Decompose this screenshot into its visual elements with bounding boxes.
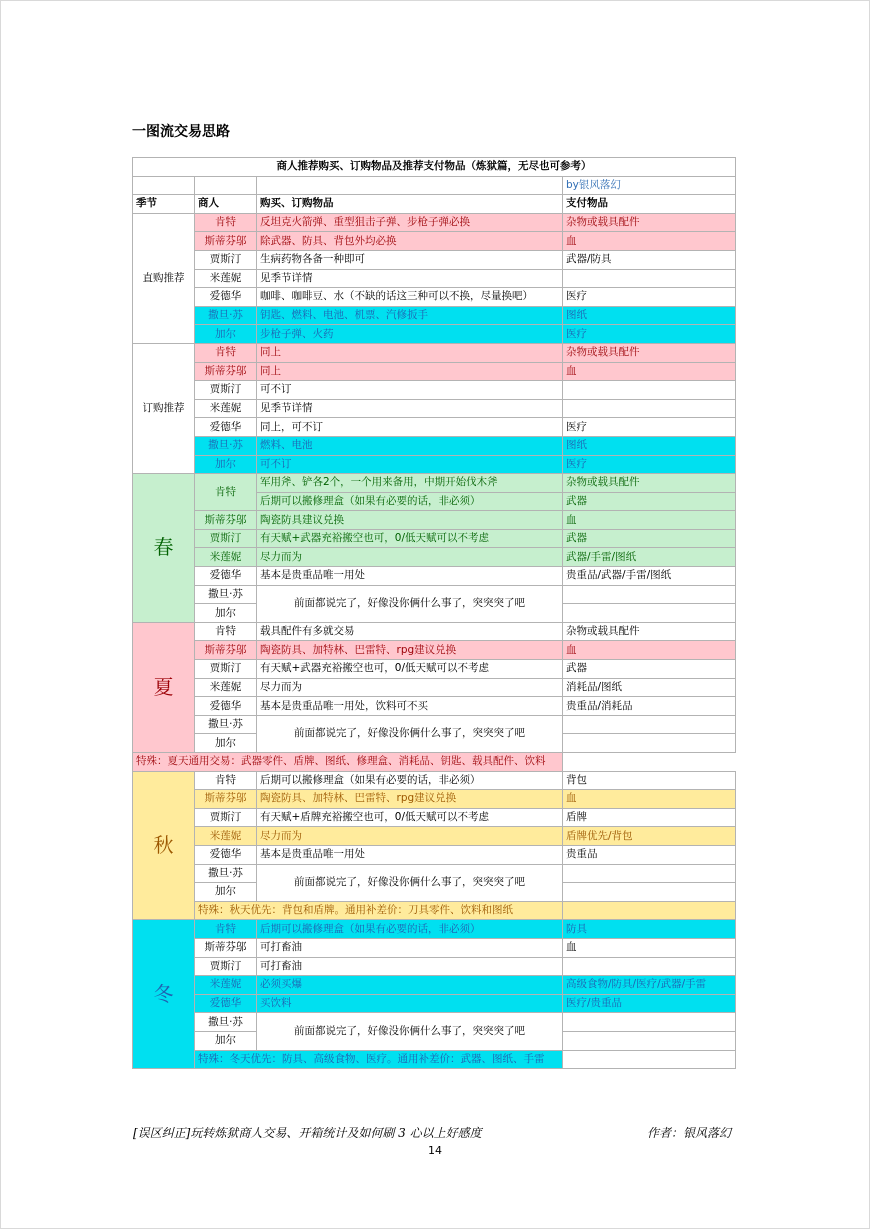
pay-cell: 杂物或载具配件: [563, 213, 736, 232]
merchant-cell: 斯蒂芬邬: [195, 362, 257, 381]
pay-cell: [563, 269, 736, 288]
pay-cell: [563, 399, 736, 418]
page-number: 14: [428, 1144, 442, 1157]
table-row: [133, 771, 736, 790]
buy-cell: 可打畜油: [257, 957, 563, 976]
merchant-cell: 加尔: [195, 1031, 257, 1050]
pay-cell: 医疗: [563, 455, 736, 474]
buy-cell: 尽力而为: [257, 548, 563, 567]
pay-cell: 血: [563, 511, 736, 530]
table-row: [133, 381, 736, 400]
table-row: [133, 362, 736, 381]
table-row: [133, 567, 736, 586]
table-byline: by银风落幻: [563, 176, 736, 195]
merchant-cell: 加尔: [195, 883, 257, 902]
season-cell: 订购推荐: [133, 343, 195, 473]
pay-cell: 武器: [563, 492, 736, 511]
buy-cell: 可打畜油: [257, 938, 563, 957]
merchant-cell: 加尔: [195, 325, 257, 344]
pay-cell: 贵重品/消耗品: [563, 697, 736, 716]
table-row: [133, 548, 736, 567]
merchant-cell: 爱德华: [195, 697, 257, 716]
table-row: [133, 938, 736, 957]
pay-cell: 血: [563, 938, 736, 957]
merchant-cell: 肯特: [195, 622, 257, 641]
pay-cell: 高级食物/防具/医疗/武器/手雷: [563, 976, 736, 995]
buy-cell: 见季节详情: [257, 269, 563, 288]
table-title: 商人推荐购买、订购物品及推荐支付物品（炼狱篇，无尽也可参考）: [133, 158, 736, 177]
merchant-cell: 肯特: [195, 920, 257, 939]
table-row: [133, 213, 736, 232]
merchant-cell: 米莲妮: [195, 827, 257, 846]
pay-cell: [563, 957, 736, 976]
merged-note-cell: 前面都说完了，好像没你俩什么事了，突突突了吧: [257, 585, 563, 622]
table-row: [133, 288, 736, 307]
merchant-cell: 贾斯汀: [195, 250, 257, 269]
buy-cell: 生病药物各备一种即可: [257, 250, 563, 269]
pay-cell: 贵重品/武器/手雷/图纸: [563, 567, 736, 586]
merchant-cell: 斯蒂芬邬: [195, 790, 257, 809]
table-row: [133, 994, 736, 1013]
buy-cell: 基本是贵重品唯一用处: [257, 845, 563, 864]
buy-cell: 见季节详情: [257, 399, 563, 418]
season-cell: 春: [133, 474, 195, 623]
table-row: [133, 641, 736, 660]
header-pay: 支付物品: [563, 195, 736, 214]
table-row: [133, 269, 736, 288]
merchant-cell: 米莲妮: [195, 678, 257, 697]
table-row: [133, 436, 736, 455]
pay-cell: 武器/手雷/图纸: [563, 548, 736, 567]
special-row: [133, 1050, 736, 1069]
merchant-cell: 贾斯汀: [195, 381, 257, 400]
table-row: [133, 697, 736, 716]
title-row: [133, 158, 736, 177]
merchant-cell: 撒旦·苏: [195, 306, 257, 325]
buy-cell: 钥匙、燃料、电池、机票、汽修扳手: [257, 306, 563, 325]
buy-cell: 陶瓷防具、加特林、巴雷特、rpg建议兑换: [257, 641, 563, 660]
merchant-cell: 爱德华: [195, 567, 257, 586]
buy-cell: 尽力而为: [257, 678, 563, 697]
pay-cell: 杂物或载具配件: [563, 622, 736, 641]
pay-cell: 血: [563, 641, 736, 660]
pay-cell: 图纸: [563, 436, 736, 455]
buy-cell: 载具配件有多就交易: [257, 622, 563, 641]
table-row: [133, 790, 736, 809]
merchant-cell: 贾斯汀: [195, 529, 257, 548]
merchant-cell: 斯蒂芬邬: [195, 232, 257, 251]
buy-cell: 陶瓷防具建议兑换: [257, 511, 563, 530]
pay-cell: 血: [563, 790, 736, 809]
table-row: [133, 1013, 736, 1032]
pay-cell: 血: [563, 232, 736, 251]
page-heading: 一图流交易思路: [132, 124, 230, 140]
merchant-cell: 米莲妮: [195, 399, 257, 418]
pay-cell: 消耗品/图纸: [563, 678, 736, 697]
trade-table: [132, 157, 736, 1069]
pay-cell: 武器/防具: [563, 250, 736, 269]
buy-cell: 有天赋+武器充裕搬空也可，0/低天赋可以不考虑: [257, 529, 563, 548]
table-row: [133, 455, 736, 474]
merchant-cell: 爱德华: [195, 994, 257, 1013]
season-cell: 直购推荐: [133, 213, 195, 343]
table-row: [133, 250, 736, 269]
table-row: [133, 418, 736, 437]
pay-cell: 医疗: [563, 288, 736, 307]
special-note: 特殊：冬天优先：防具、高级食物、医疗。通用补差价：武器、图纸、手雷: [195, 1050, 563, 1069]
table-row: [133, 399, 736, 418]
merchant-cell: 撒旦·苏: [195, 585, 257, 604]
pay-cell: 医疗: [563, 418, 736, 437]
merchant-cell: 爱德华: [195, 418, 257, 437]
merchant-cell: 撒旦·苏: [195, 436, 257, 455]
buy-cell: 买饮料: [257, 994, 563, 1013]
buy-cell: 陶瓷防具、加特林、巴雷特、rpg建议兑换: [257, 790, 563, 809]
pay-cell: [563, 381, 736, 400]
table-row: [133, 864, 736, 883]
table-row: [133, 622, 736, 641]
merged-note-cell: 前面都说完了，好像没你俩什么事了，突突突了吧: [257, 1013, 563, 1050]
merchant-cell: 加尔: [195, 734, 257, 753]
merchant-cell: 贾斯汀: [195, 957, 257, 976]
buy-cell: 后期可以搬修理盒（如果有必要的话，非必须）: [257, 492, 563, 511]
buy-cell: 可不订: [257, 381, 563, 400]
table-row: [133, 845, 736, 864]
pay-cell: 贵重品: [563, 845, 736, 864]
merchant-cell: 撒旦·苏: [195, 715, 257, 734]
season-cell: 冬: [133, 920, 195, 1069]
merchant-cell: 贾斯汀: [195, 808, 257, 827]
pay-cell: 杂物或载具配件: [563, 474, 736, 493]
merged-note-cell: 前面都说完了，好像没你俩什么事了，突突突了吧: [257, 715, 563, 752]
buy-cell: 燃料、电池: [257, 436, 563, 455]
merchant-cell: 爱德华: [195, 845, 257, 864]
pay-cell: 武器: [563, 660, 736, 679]
footer-author: 作者：银风落幻: [647, 1126, 732, 1140]
merchant-cell: 肯特: [195, 343, 257, 362]
merchant-cell: 加尔: [195, 604, 257, 623]
table-row: [133, 325, 736, 344]
merchant-cell: 贾斯汀: [195, 660, 257, 679]
pay-cell: 武器: [563, 529, 736, 548]
merchant-cell: 肯特: [195, 213, 257, 232]
special-note: 特殊：夏天通用交易：武器零件、盾牌、图纸、修理盒、消耗品、钥匙、载具配件、饮料: [133, 753, 563, 772]
table-row: [133, 306, 736, 325]
table-row: [133, 957, 736, 976]
byline-row: [133, 176, 736, 195]
header-buy: 购买、订购物品: [257, 195, 563, 214]
table-row: [133, 232, 736, 251]
buy-cell: 有天赋+盾牌充裕搬空也可，0/低天赋可以不考虑: [257, 808, 563, 827]
buy-cell: 同上: [257, 343, 563, 362]
pay-cell: 杂物或载具配件: [563, 343, 736, 362]
merged-note-cell: 前面都说完了，好像没你俩什么事了，突突突了吧: [257, 864, 563, 901]
merchant-cell: 撒旦·苏: [195, 1013, 257, 1032]
pay-cell: 医疗: [563, 325, 736, 344]
footer-doc-title: [误区纠正]玩转炼狱商人交易、开箱统计及如何刷 3 心以上好感度: [133, 1126, 482, 1140]
special-note: 特殊：秋天优先：背包和盾牌。通用补差价：刀具零件、饮料和图纸: [195, 901, 563, 920]
table-row: [133, 529, 736, 548]
merchant-cell: 加尔: [195, 455, 257, 474]
header-season: 季节: [133, 195, 195, 214]
pay-cell: 盾牌: [563, 808, 736, 827]
table-row: [133, 474, 736, 493]
special-row: [133, 753, 736, 772]
table-row: [133, 827, 736, 846]
merchant-cell: 斯蒂芬邬: [195, 938, 257, 957]
table-row: [133, 511, 736, 530]
buy-cell: 基本是贵重品唯一用处: [257, 567, 563, 586]
pay-cell: 医疗/贵重品: [563, 994, 736, 1013]
table-row: [133, 660, 736, 679]
merchant-cell: 爱德华: [195, 288, 257, 307]
merchant-cell: 斯蒂芬邬: [195, 511, 257, 530]
table-row: [133, 976, 736, 995]
merchant-cell: 肯特: [195, 771, 257, 790]
buy-cell: 可不订: [257, 455, 563, 474]
buy-cell: 除武器、防具、背包外均必换: [257, 232, 563, 251]
pay-cell: 血: [563, 362, 736, 381]
table-row: [133, 808, 736, 827]
merchant-cell: 米莲妮: [195, 269, 257, 288]
pay-cell: 背包: [563, 771, 736, 790]
pay-cell: 盾牌优先/背包: [563, 827, 736, 846]
table-row: [133, 715, 736, 734]
buy-cell: 基本是贵重品唯一用处，饮料可不买: [257, 697, 563, 716]
buy-cell: 后期可以搬修理盒（如果有必要的话，非必须）: [257, 920, 563, 939]
buy-cell: 有天赋+武器充裕搬空也可，0/低天赋可以不考虑: [257, 660, 563, 679]
buy-cell: 军用斧、铲各2个，一个用来备用，中期开始伐木斧: [257, 474, 563, 493]
header-row: [133, 195, 736, 214]
buy-cell: 同上，可不订: [257, 418, 563, 437]
merchant-cell: 斯蒂芬邬: [195, 641, 257, 660]
merchant-cell: 肯特: [195, 474, 257, 511]
buy-cell: 后期可以搬修理盒（如果有必要的话，非必须）: [257, 771, 563, 790]
buy-cell: 必须买爆: [257, 976, 563, 995]
season-cell: 秋: [133, 771, 195, 920]
header-merchant: 商人: [195, 195, 257, 214]
buy-cell: 步枪子弹、火药: [257, 325, 563, 344]
buy-cell: 同上: [257, 362, 563, 381]
season-cell: 夏: [133, 622, 195, 752]
buy-cell: 尽力而为: [257, 827, 563, 846]
merchant-cell: 米莲妮: [195, 976, 257, 995]
table-row: [133, 585, 736, 604]
buy-cell: 咖啡、咖啡豆、水（不缺的话这三种可以不换，尽量换吧）: [257, 288, 563, 307]
special-row: [133, 901, 736, 920]
table-row: [133, 343, 736, 362]
merchant-cell: 米莲妮: [195, 548, 257, 567]
pay-cell: 防具: [563, 920, 736, 939]
merchant-cell: 撒旦·苏: [195, 864, 257, 883]
pay-cell: 图纸: [563, 306, 736, 325]
table-row: [133, 678, 736, 697]
buy-cell: 反坦克火箭弹、重型狙击子弹、步枪子弹必换: [257, 213, 563, 232]
table-row: [133, 920, 736, 939]
